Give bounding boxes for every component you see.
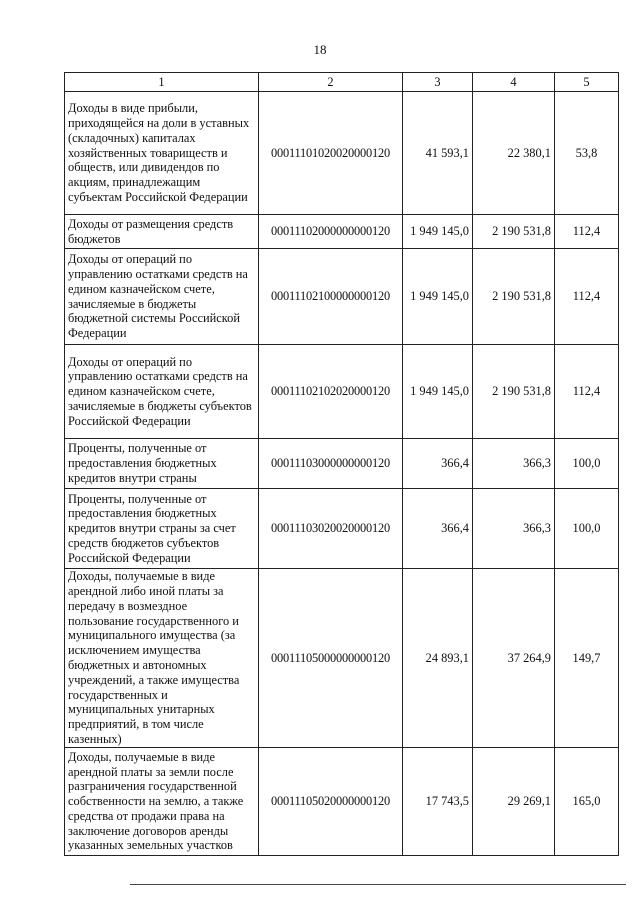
- table-row: [65, 215, 619, 249]
- execution-percent: 149,7: [555, 569, 619, 748]
- revenue-name: Доходы, получаемые в виде арендной платы за земли после разграничения государственной собственности на землю, а также средства от продажи права на заключение договоров аренды указанных земельных участков: [65, 748, 259, 856]
- revenue-name: Доходы в виде прибыли, приходящейся на доли в уставных (складочных) капиталах хозяйственных товариществ и обществ, или дивидендов по акциям, принадлежащим субъектам Российской Федерации: [65, 92, 259, 215]
- execution-percent: 112,4: [555, 249, 619, 345]
- budget-code: 00011105020000000120: [259, 748, 403, 856]
- actual-amount: 2 190 531,8: [473, 215, 555, 249]
- page-number: 18: [313, 42, 327, 57]
- budget-code: 00011101020020000120: [259, 92, 403, 215]
- revenue-name: Доходы от операций по управлению остатками средств на едином казначейском счете, зачисляемые в бюджеты бюджетной системы Российской Федерации: [65, 249, 259, 345]
- execution-percent: 112,4: [555, 215, 619, 249]
- scan-edge-line: [130, 884, 626, 885]
- table-row: [65, 439, 619, 489]
- actual-amount: 2 190 531,8: [473, 249, 555, 345]
- plan-amount: 41 593,1: [403, 92, 473, 215]
- plan-amount: 1 949 145,0: [403, 345, 473, 439]
- table-row: [65, 249, 619, 345]
- actual-amount: 29 269,1: [473, 748, 555, 856]
- column-header: 2: [259, 73, 403, 92]
- table-row: [65, 569, 619, 748]
- plan-amount: 17 743,5: [403, 748, 473, 856]
- revenue-name: Проценты, полученные от предоставления бюджетных кредитов внутри страны: [65, 439, 259, 489]
- plan-amount: 24 893,1: [403, 569, 473, 748]
- plan-amount: 366,4: [403, 439, 473, 489]
- budget-code: 00011102000000000120: [259, 215, 403, 249]
- execution-percent: 165,0: [555, 748, 619, 856]
- table-row: [65, 748, 619, 856]
- column-header: 5: [555, 73, 619, 92]
- budget-revenue-table: [64, 72, 619, 856]
- actual-amount: 37 264,9: [473, 569, 555, 748]
- revenue-name: Проценты, полученные от предоставления бюджетных кредитов внутри страны за счет средств бюджетов субъектов Российской Федерации: [65, 489, 259, 569]
- execution-percent: 100,0: [555, 489, 619, 569]
- revenue-name: Доходы от размещения средств бюджетов: [65, 215, 259, 249]
- budget-code: 00011102102020000120: [259, 345, 403, 439]
- budget-code: 00011103020020000120: [259, 489, 403, 569]
- execution-percent: 53,8: [555, 92, 619, 215]
- column-header: 1: [65, 73, 259, 92]
- table-row: [65, 489, 619, 569]
- table-header-row: [65, 73, 619, 92]
- revenue-name: Доходы, получаемые в виде арендной либо иной платы за передачу в возмездное пользование государственного и муниципального имущества (за исключением имущества бюджетных и автономных учреждений, а также имущества государственных и муниципальных унитарных предприятий, в том числе казенных): [65, 569, 259, 748]
- actual-amount: 2 190 531,8: [473, 345, 555, 439]
- plan-amount: 366,4: [403, 489, 473, 569]
- budget-code: 00011105000000000120: [259, 569, 403, 748]
- actual-amount: 366,3: [473, 439, 555, 489]
- budget-code: 00011102100000000120: [259, 249, 403, 345]
- execution-percent: 100,0: [555, 439, 619, 489]
- execution-percent: 112,4: [555, 345, 619, 439]
- plan-amount: 1 949 145,0: [403, 215, 473, 249]
- revenue-name: Доходы от операций по управлению остатками средств на едином казначейском счете, зачисляемые в бюджеты субъектов Российской Федерации: [65, 345, 259, 439]
- actual-amount: 22 380,1: [473, 92, 555, 215]
- table-row: [65, 345, 619, 439]
- column-header: 3: [403, 73, 473, 92]
- plan-amount: 1 949 145,0: [403, 249, 473, 345]
- column-header: 4: [473, 73, 555, 92]
- budget-code: 00011103000000000120: [259, 439, 403, 489]
- actual-amount: 366,3: [473, 489, 555, 569]
- table-row: [65, 92, 619, 215]
